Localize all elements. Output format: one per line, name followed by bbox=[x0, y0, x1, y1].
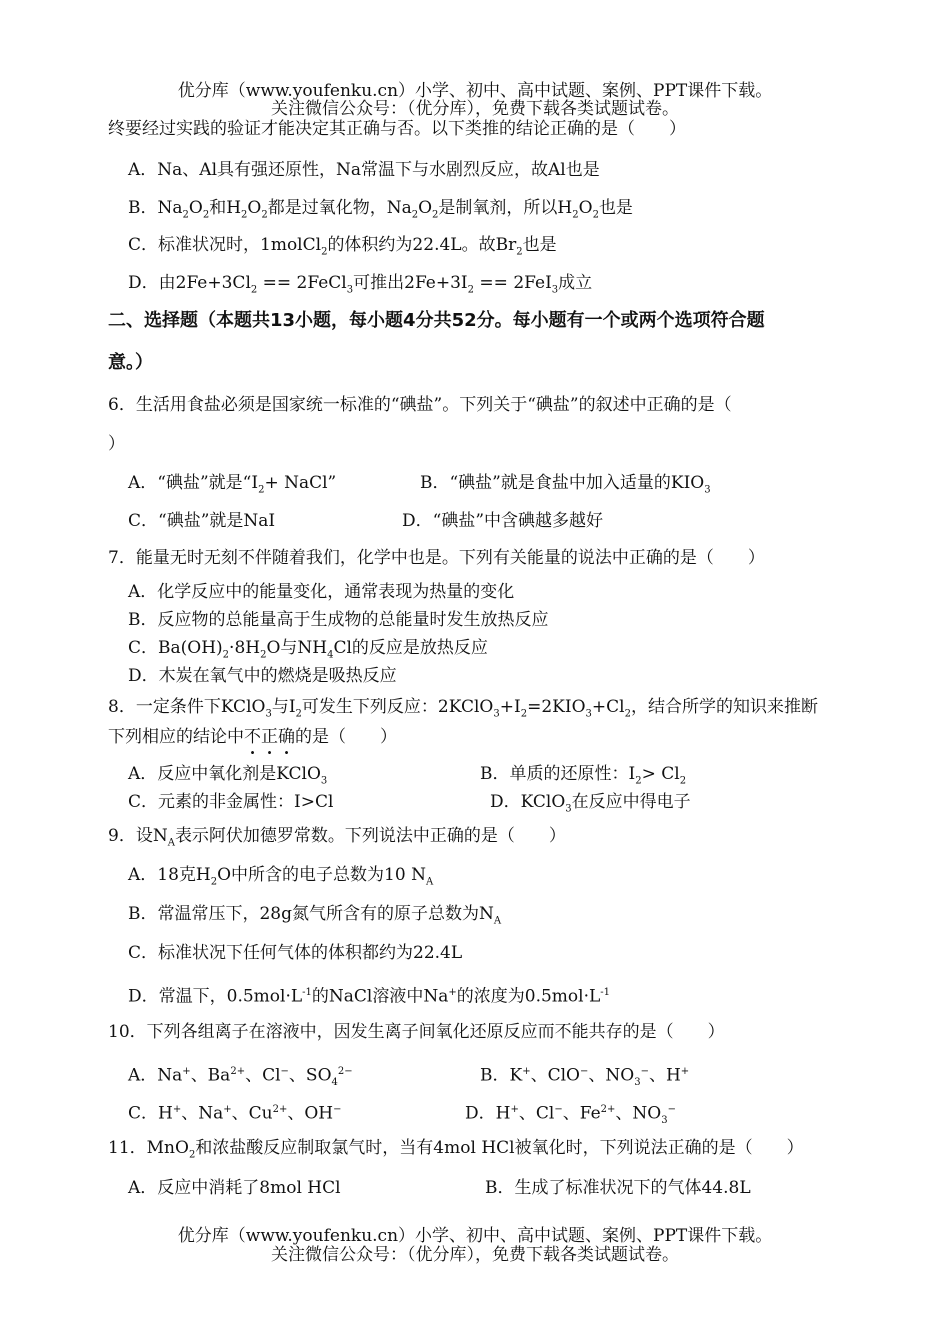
q6-option-a: A．“碘盐”就是“$I_2+$ NaCl” bbox=[128, 473, 337, 496]
q10-option-b: B．K+、ClO−、$NO_3^-$、H+ bbox=[480, 1065, 690, 1089]
q9-stem: 9．设$N_A$表示阿伏加德罗常数。下列说法中正确的是（ ） bbox=[108, 826, 566, 849]
q11-stem: 11．MnO$_2$和浓盐酸反应制取氯气时，当有4mol HCl被氧化时，下列说法正确的是（ ） bbox=[108, 1138, 804, 1161]
q11-option-a: A．反应中消耗了8mol HCl bbox=[128, 1178, 341, 1198]
q5-option-d: D．由$2Fe+3Cl_2$ == 2FeCl$_3$可推出$2Fe+3I_2 == 2FeI_3$成立 bbox=[128, 273, 593, 296]
header-line-2: 关注微信公众号：（优分库），免费下载各类试题试卷。 bbox=[271, 99, 679, 119]
q7-option-b: B．反应物的总能量高于生成物的总能量时发生放热反应 bbox=[128, 610, 549, 630]
q7-option-c: C．$Ba(OH)_2\cdot 8H_2O$与$NH_4Cl$的反应是放热反应 bbox=[128, 638, 488, 661]
q9-option-b: B．常温常压下，28g氮气所含有的原子总数为$N_A$ bbox=[128, 904, 502, 927]
q9-option-c: C．标准状况下任何气体的体积都约为22.4L bbox=[128, 943, 463, 963]
q7-stem: 7．能量无时无刻不伴随着我们，化学中也是。下列有关能量的说法中正确的是（ ） bbox=[108, 548, 765, 568]
q6-stem: 6．生活用食盐必须是国家统一标准的“碘盐”。下列关于“碘盐”的叙述中正确的是（ bbox=[108, 395, 732, 415]
q6-stem-end: ） bbox=[108, 434, 125, 454]
q11-option-b: B．生成了标准状况下的气体44.8L bbox=[485, 1178, 751, 1198]
q8-option-d: D．KClO$_3$在反应中得电子 bbox=[490, 792, 691, 815]
q8-option-b: B．单质的还原性：$I_2> Cl_2$ bbox=[480, 764, 687, 787]
q9-option-a: A．18克$H_2O$中所含的电子总数为10 $N_A$ bbox=[128, 865, 434, 888]
q6-option-d: D．“碘盐”中含碘越多越好 bbox=[402, 511, 604, 531]
emphasis-char: 不 bbox=[244, 727, 261, 747]
q8-stem: 8．一定条件下KClO$_3$与$I_2$可发生下列反应：$2KClO_3+I_2=2KIO_3+Cl_2$，结合所学的知识来推断 bbox=[108, 697, 818, 720]
footer-line-2: 关注微信公众号：（优分库），免费下载各类试题试卷。 bbox=[271, 1245, 679, 1265]
q8-stem-line-2: 下列相应的结论中不正确的是（ ） bbox=[108, 727, 397, 747]
q7-option-d: D．木炭在氧气中的燃烧是吸热反应 bbox=[128, 666, 397, 686]
footer-line-1: 优分库（www.youfenku.cn）小学、初中、高中试题、案例、PPT课件下载。 bbox=[177, 1226, 773, 1246]
q9-option-d: D．常温下，$0.5mol\cdot L^{-1}$的NaCl溶液中Na+的浓度为$0.5mol\cdot L^{-1}$ bbox=[128, 986, 611, 1007]
q8-option-a: A．反应中氧化剂是KClO$_3$ bbox=[128, 764, 328, 787]
emphasis-char: 正 bbox=[261, 727, 278, 747]
q5-option-c: C．标准状况时，1molCl$_2$的体积约为22.4L。故$Br_2$也是 bbox=[128, 235, 557, 258]
header-line-1: 优分库（www.youfenku.cn）小学、初中、高中试题、案例、PPT课件下载。 bbox=[177, 81, 773, 101]
q10-option-a: A．Na+、$Ba^{2+}$、Cl−、$SO_4^{2-}$ bbox=[128, 1065, 353, 1089]
section-2-title-line-2: 意。） bbox=[108, 352, 153, 373]
q6-option-c: C．“碘盐”就是NaI bbox=[128, 511, 276, 531]
q6-option-b: B．“碘盐”就是食盐中加入适量的$KIO_3$ bbox=[420, 473, 711, 496]
q5-option-b: B．$Na_2O_2$和$H_2O_2$都是过氧化物，$Na_2O_2$是制氧剂，所以$H_2O_2$也是 bbox=[128, 198, 633, 221]
emphasis-char: 确 bbox=[278, 727, 295, 747]
section-2-title-line-1: 二、选择题（本题共13小题，每小题4分共52分。每小题有一个或两个选项符合题 bbox=[108, 310, 765, 331]
q7-option-a: A．化学反应中的能量变化，通常表现为热量的变化 bbox=[128, 582, 515, 602]
q10-stem: 10．下列各组离子在溶液中，因发生离子间氧化还原反应而不能共存的是（ ） bbox=[108, 1022, 725, 1042]
q10-option-d: D．H+、Cl−、$Fe^{2+}$、$NO_3^-$ bbox=[465, 1103, 676, 1127]
q8-option-c: C．元素的非金属性：I>Cl bbox=[128, 792, 334, 812]
q5-option-a: A．Na、Al具有强还原性，Na常温下与水剧烈反应，故Al也是 bbox=[128, 160, 600, 180]
q10-option-c: C．H+、Na+、$Cu^{2+}$、OH− bbox=[128, 1103, 342, 1124]
q5-stem: 终要经过实践的验证才能决定其正确与否。以下类推的结论正确的是（ ） bbox=[108, 119, 686, 139]
